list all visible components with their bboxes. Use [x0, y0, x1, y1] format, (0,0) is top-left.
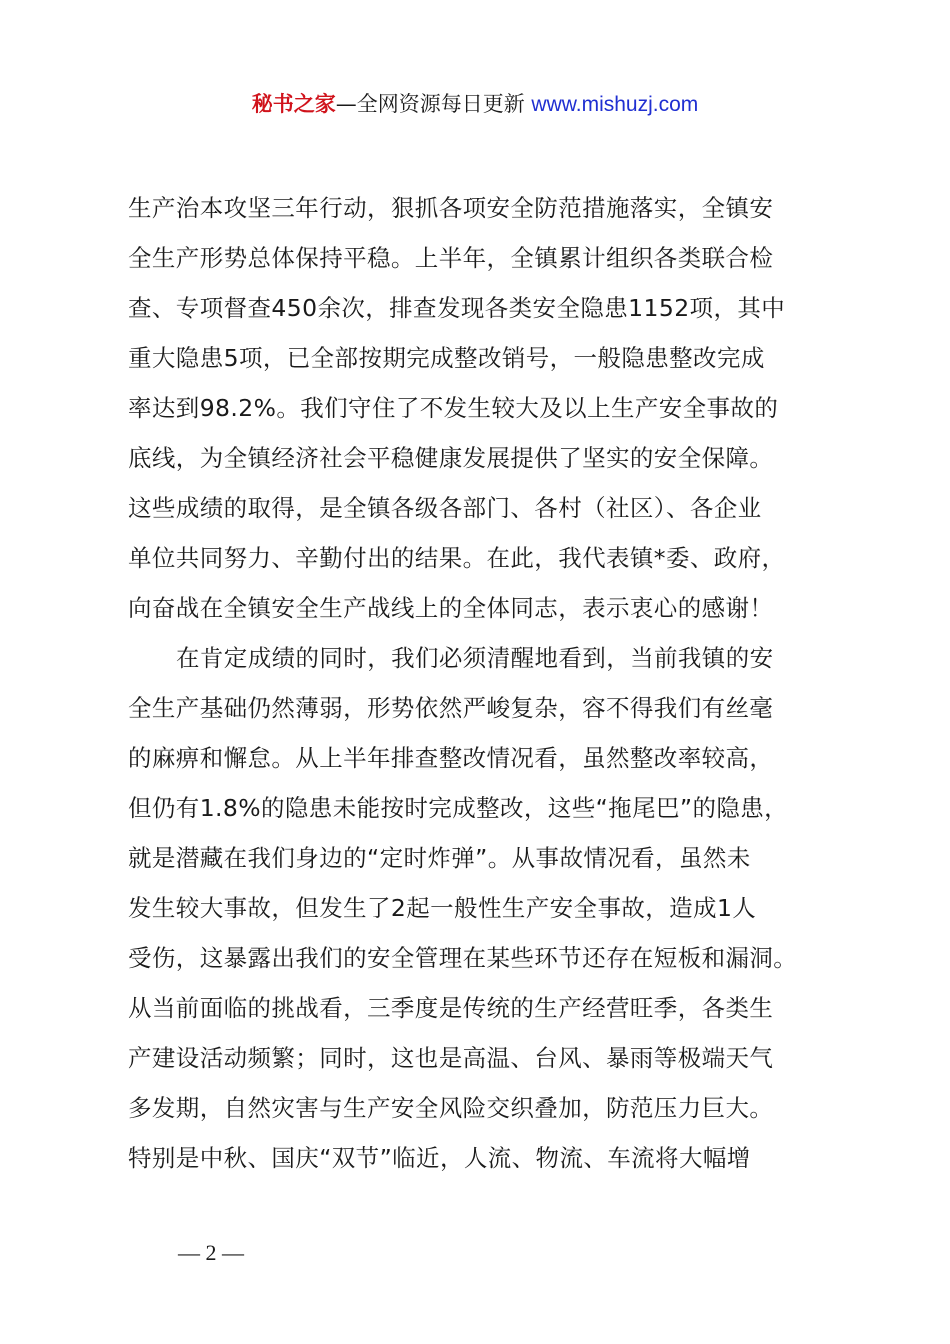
header-slogan: 全网资源每日更新: [356, 92, 525, 116]
header-dash: —: [335, 92, 357, 116]
text-line: 这些成绩的取得，是全镇各级各部门、各村（社区）、各企业: [128, 494, 762, 522]
text-line: 但仍有1.8%的隐患未能按时完成整改，这些“拖尾巴”的隐患，: [128, 794, 789, 822]
text-line: 底线，为全镇经济社会平稳健康发展提供了坚实的安全保障。: [128, 444, 774, 472]
text-line: 重大隐患5项，已全部按期完成整改销号，一般隐患整改完成: [128, 344, 765, 372]
text-line: 的麻痹和懈怠。从上半年排查整改情况看，虽然整改率较高，: [128, 744, 774, 772]
text-line: 率达到98.2%。我们守住了不发生较大及以上生产安全事故的: [128, 394, 779, 422]
text-line: 发生较大事故，但发生了2起一般性生产安全事故，造成1人: [128, 894, 757, 922]
document-body: [128, 183, 848, 1183]
text-line: 从当前面临的挑战看，三季度是传统的生产经营旺季，各类生: [128, 994, 774, 1022]
header-url-link[interactable]: www.mishuzj.com: [531, 93, 699, 116]
text-line: 全生产基础仍然薄弱，形势依然严峻复杂，容不得我们有丝毫: [128, 694, 774, 722]
paragraph-start-line: 在肯定成绩的同时，我们必须清醒地看到，当前我镇的安: [176, 644, 774, 672]
text-line: 特别是中秋、国庆“双节”临近，人流、物流、车流将大幅增: [128, 1144, 751, 1172]
text-line: 查、专项督查450余次，排查发现各类安全隐患1152项，其中: [128, 294, 786, 322]
document-header: [0, 88, 950, 121]
text-line: 单位共同努力、辛勤付出的结果。在此，我代表镇*委、政府，: [128, 544, 786, 572]
text-line: 生产治本攻坚三年行动，狠抓各项安全防范措施落实，全镇安: [128, 194, 774, 222]
page-number: — 2 —: [178, 1240, 244, 1265]
text-line: 就是潜藏在我们身边的“定时炸弹”。从事故情况看，虽然未: [128, 844, 751, 872]
text-line: 全生产形势总体保持平稳。上半年，全镇累计组织各类联合检: [128, 244, 774, 272]
text-line: 多发期，自然灾害与生产安全风险交织叠加，防范压力巨大。: [128, 1094, 774, 1122]
text-line: 向奋战在全镇安全生产战线上的全体同志，表示衷心的感谢！: [128, 594, 774, 622]
text-line: 受伤，这暴露出我们的安全管理在某些环节还存在短板和漏洞。: [128, 944, 798, 972]
text-line: 产建设活动频繁；同时，这也是高温、台风、暴雨等极端天气: [128, 1044, 774, 1072]
brand-name: 秘书之家: [251, 92, 336, 116]
